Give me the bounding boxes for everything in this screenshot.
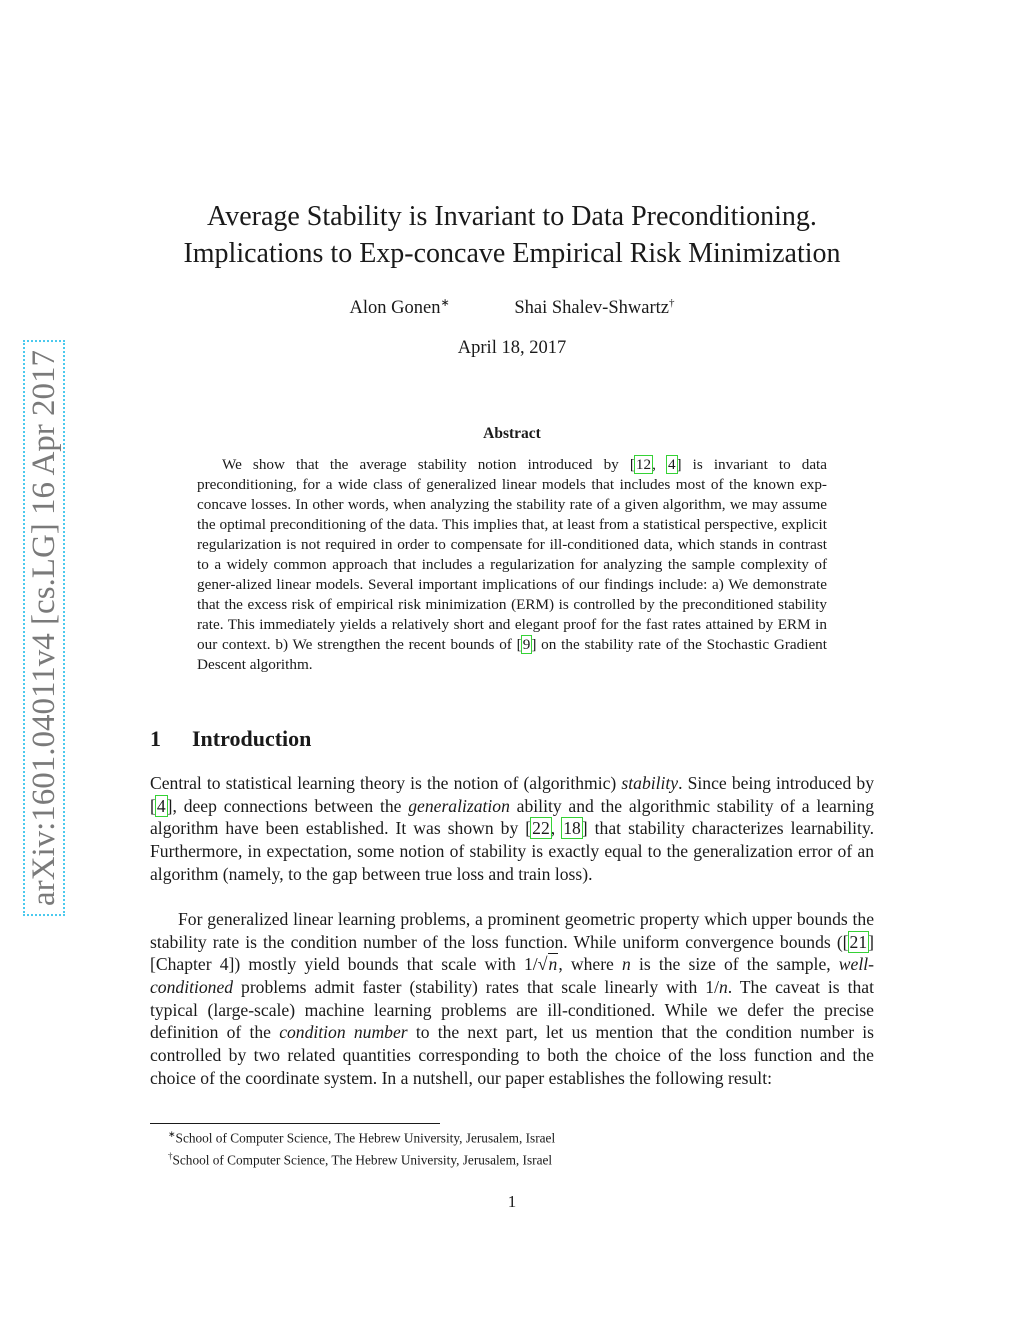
page-number: 1 bbox=[507, 1192, 517, 1211]
math-variable-n: n bbox=[622, 954, 631, 975]
author-2-name: Shai Shalev-Shwartz bbox=[514, 298, 669, 319]
title-line-2: Implications to Exp-concave Empirical Risk Minimization bbox=[183, 238, 841, 269]
emphasis-stability: stability bbox=[621, 773, 679, 793]
paragraph-text: , where bbox=[558, 954, 623, 975]
paragraph-text: problems admit faster (stability) rates that scale linearly with 1/ bbox=[233, 976, 719, 997]
paragraph-text: to the next part, let us mention that the condition number is controlled by two related quantities corresponding to both the choice of the loss function and the choice of the coordinate system. In a nutshell, our paper establishes the following result: bbox=[150, 1022, 874, 1088]
author-2 bbox=[514, 297, 674, 319]
citation-link-22[interactable]: 22 bbox=[532, 818, 550, 839]
author-1-footnote-mark: ∗ bbox=[440, 297, 450, 309]
footnote-1 bbox=[168, 1125, 555, 1147]
intro-paragraph-2 bbox=[150, 908, 874, 1089]
arxiv-identifier-stamp: arXiv:1601.04011v4 [cs.LG] 16 Apr 2017 bbox=[23, 340, 65, 916]
paragraph-text: , bbox=[550, 818, 563, 839]
title-line-1: Average Stability is Invariant to Data Preconditioning. bbox=[207, 201, 817, 232]
paragraph-text: For generalized linear learning problems, a prominent geometric property which upper bounds the stability rate is the condition number of the loss function. While uniform convergence bounds ([ bbox=[150, 909, 874, 952]
abstract-heading: Abstract bbox=[483, 425, 541, 442]
abstract-text: ] on the stability rate of the Stochastic Gradient Descent algorithm. bbox=[197, 636, 827, 674]
citation-link-12[interactable]: 12 bbox=[635, 456, 652, 473]
footnote-2-text: School of Computer Science, The Hebrew University, Jerusalem, Israel bbox=[172, 1152, 553, 1168]
section-title: Introduction bbox=[192, 726, 312, 751]
abstract-text: ] is invariant to data preconditioning, for a wide class of generalized linear models that includes most of the known exp-concave losses. In other words, when analyzing the stability rate of a given algorithm, we may assume the optimal preconditioning of the data. This implies that, at least from a statistical perspective, explicit regularization is not required in order to compensate for ill-conditioned data, which stands in contrast to a widely common approach that includes a regularization for analyzing the sample complexity of gener-alized linear models. Several important implications of our findings include: a) We demonstrate that the excess risk of empirical risk minimization (ERM) is controlled by the preconditioned stability rate. This immediately yields a relatively short and elegant proof for the fast rates attained by ERM in our context. b) We strengthen the recent bounds of [ bbox=[197, 456, 828, 654]
paper-title bbox=[0, 198, 1024, 272]
citation-link-9[interactable]: 9 bbox=[522, 636, 531, 654]
emphasis-well-conditioned: well-conditioned bbox=[150, 954, 874, 997]
abstract-text: , bbox=[652, 456, 667, 473]
footnote-2 bbox=[168, 1147, 555, 1169]
sqrt-n-formula bbox=[538, 953, 559, 974]
sqrt-argument: n bbox=[548, 954, 558, 975]
paragraph-text: Central to statistical learning theory is the notion of (algorithmic) bbox=[150, 773, 622, 793]
abstract-text: We show that the average stability notion introduced by [ bbox=[222, 456, 635, 473]
author-1-name: Alon Gonen bbox=[349, 298, 441, 319]
footnote-divider bbox=[150, 1123, 440, 1124]
sqrt-symbol: √ bbox=[537, 954, 548, 975]
paragraph-text: ], deep connections between the bbox=[166, 795, 409, 816]
author-1 bbox=[350, 296, 450, 319]
paragraph-text: is the size of the sample, bbox=[630, 954, 839, 975]
section-heading-introduction bbox=[150, 726, 311, 752]
paragraph-text: ability and the algorithmic stability of a learning algorithm have been established. It was shown by [ bbox=[150, 795, 874, 839]
footnote-1-mark: ∗ bbox=[168, 1129, 176, 1139]
paragraph-text: ] that stability characterizes learnability. Furthermore, in expectation, some notion of stability is exactly equal to the generalization error of an algorithm (namely, to the gap between true loss and train loss). bbox=[150, 818, 875, 884]
math-variable-n: n bbox=[718, 976, 728, 997]
abstract-body bbox=[197, 455, 827, 676]
emphasis-generalization: generalization bbox=[408, 795, 510, 816]
paragraph-text: . The caveat is that typical (large-scale) machine learning problems are ill-conditioned. While we defer the precise definition of the bbox=[150, 976, 874, 1043]
footnotes bbox=[168, 1125, 555, 1170]
author-list bbox=[0, 296, 1024, 319]
citation-link-4[interactable]: 4 bbox=[667, 456, 676, 473]
citation-link-18[interactable]: 18 bbox=[563, 818, 581, 839]
section-number: 1 bbox=[150, 726, 161, 751]
emphasis-condition-number: condition number bbox=[279, 1022, 408, 1043]
citation-link-21[interactable]: 21 bbox=[849, 931, 868, 952]
paragraph-text: ][Chapter 4]) mostly yield bounds that scale with 1/ bbox=[150, 931, 874, 975]
citation-link-4[interactable]: 4 bbox=[156, 795, 166, 816]
footnote-1-text: School of Computer Science, The Hebrew University, Jerusalem, Israel bbox=[175, 1130, 556, 1146]
footnote-2-mark: † bbox=[168, 1151, 173, 1162]
paragraph-text: . Since being introduced by [ bbox=[150, 773, 875, 816]
publication-date: April 18, 2017 bbox=[457, 338, 567, 358]
intro-paragraph-1 bbox=[150, 772, 874, 885]
author-2-footnote-mark: † bbox=[668, 297, 675, 309]
